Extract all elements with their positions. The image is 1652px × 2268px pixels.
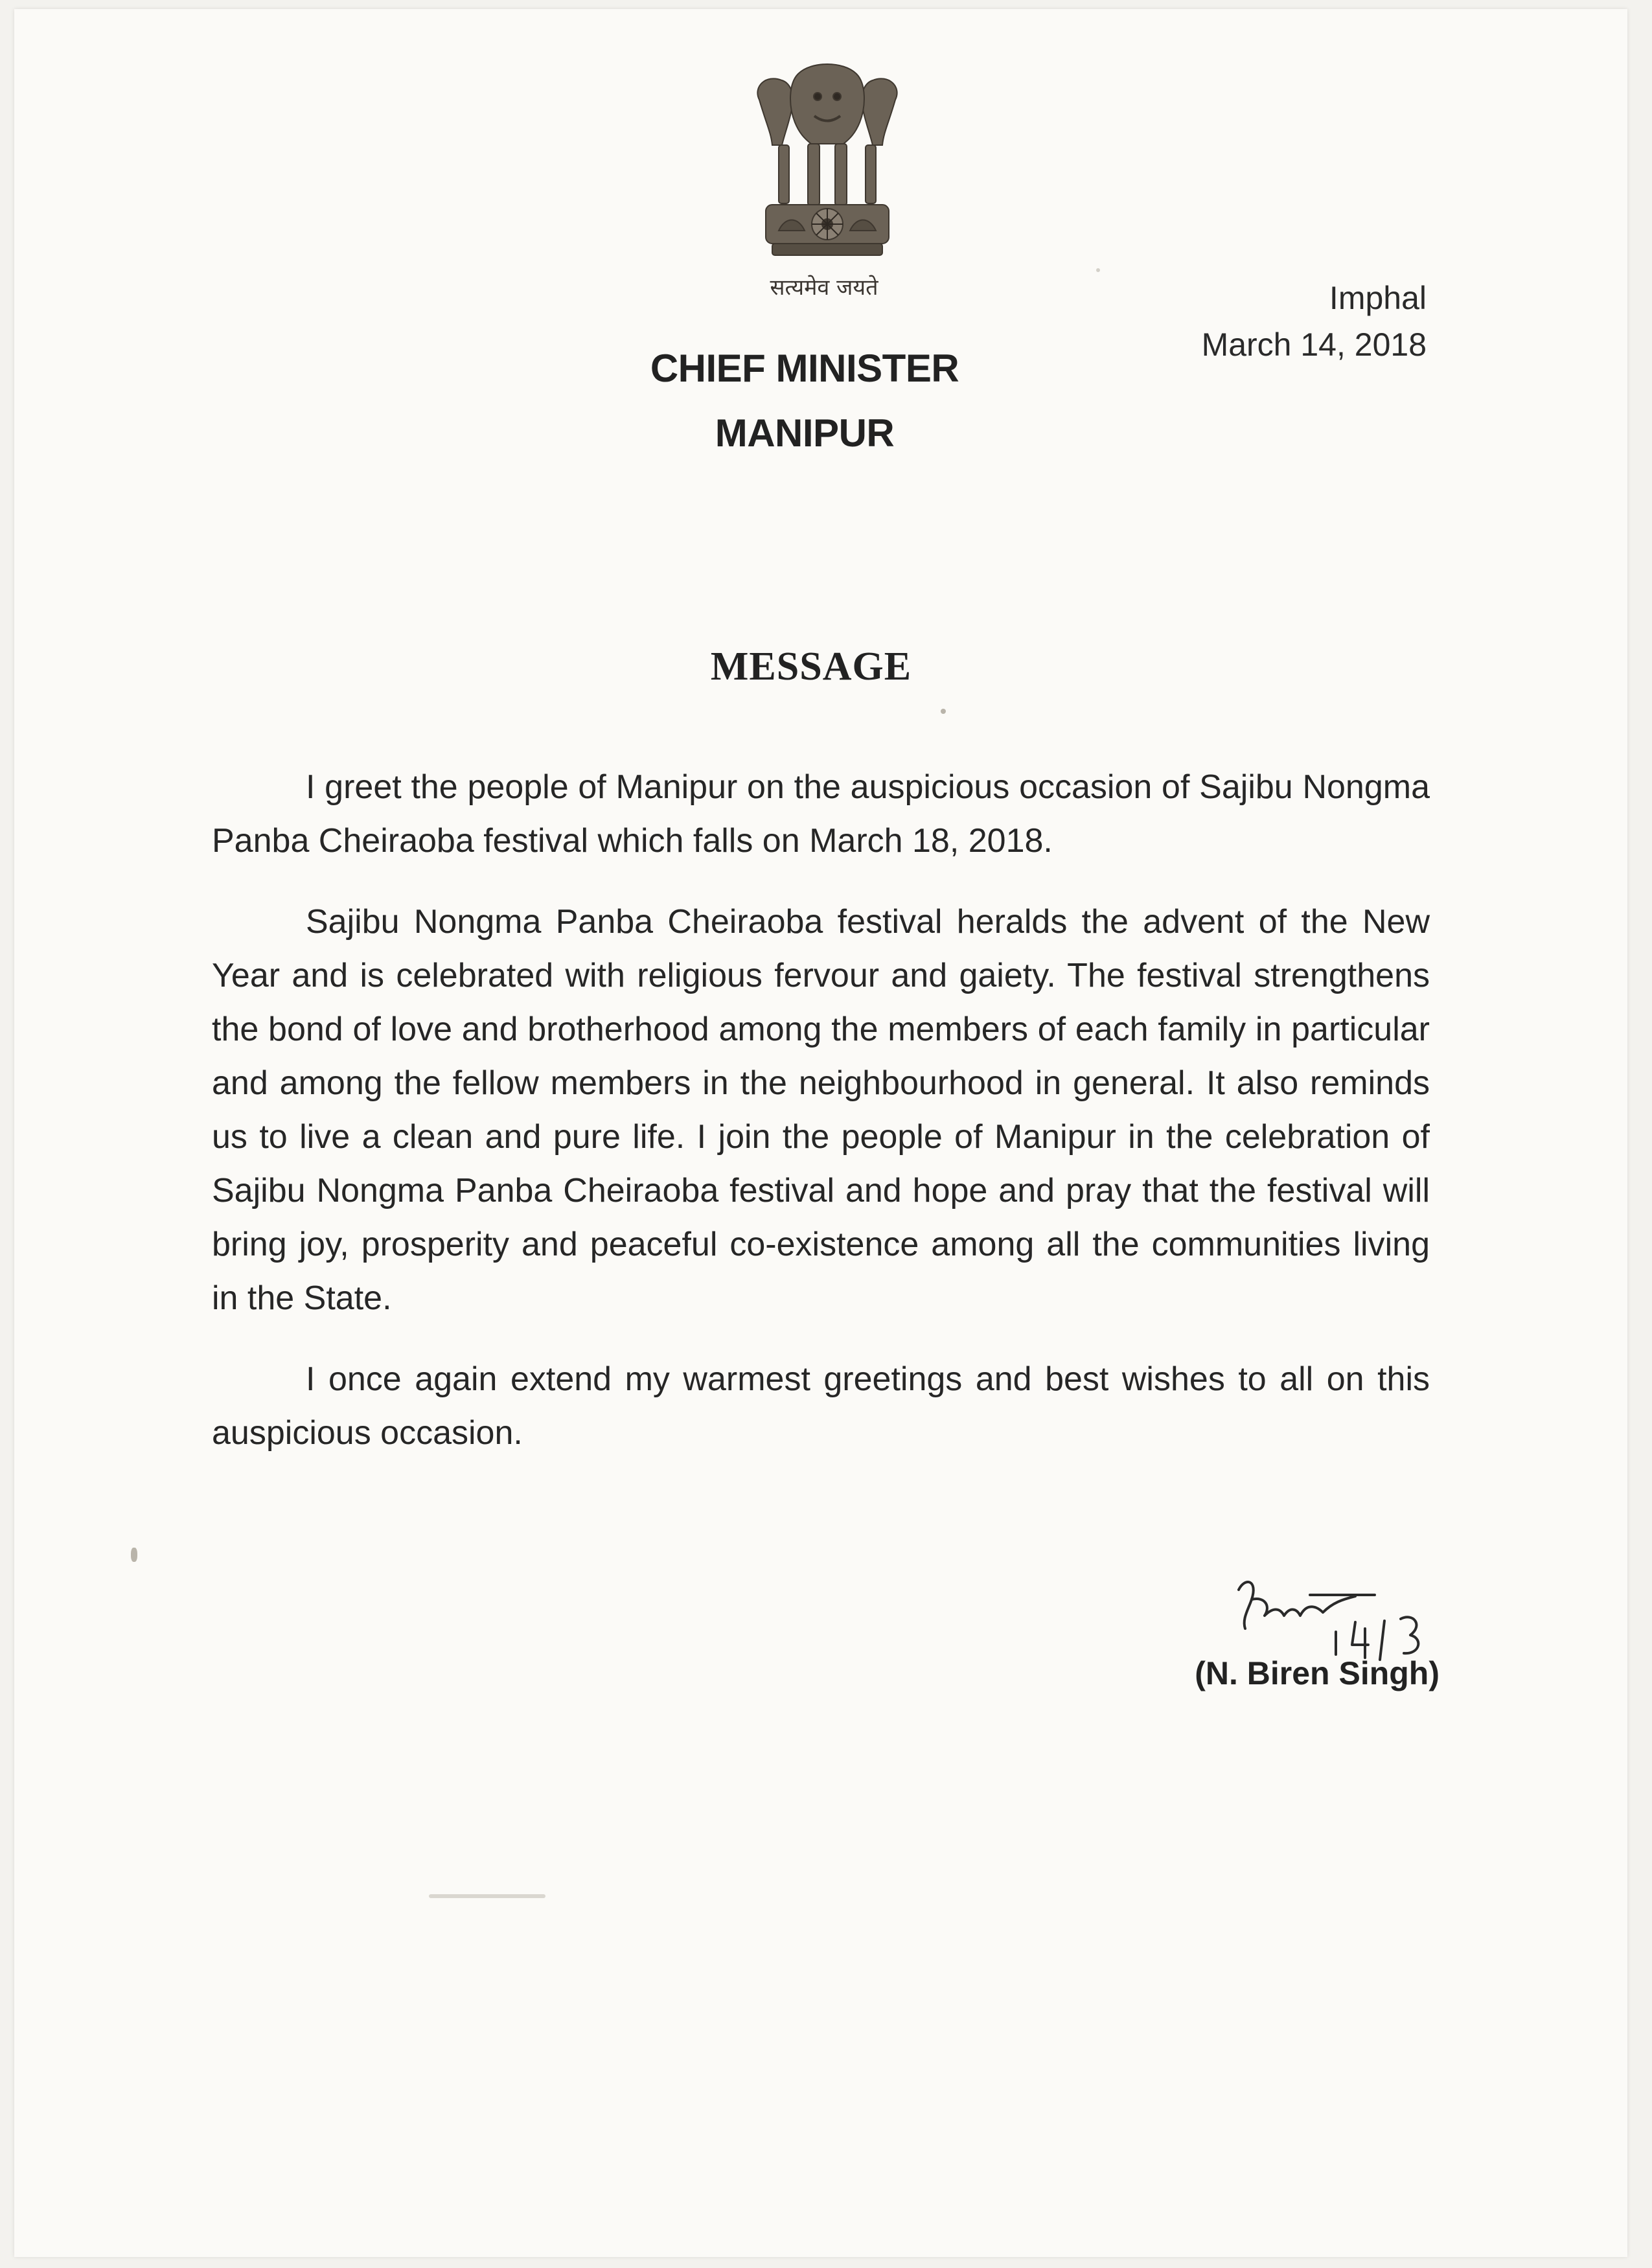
emblem-motto: सत्यमेव जयते (770, 275, 878, 301)
letter-page (14, 9, 1627, 2257)
signer-name: (N. Biren Singh) (1195, 1655, 1440, 1691)
place-and-date (1083, 275, 1427, 368)
place: Imphal (1329, 280, 1427, 316)
paragraph: I greet the people of Manipur on the auspicious occasion of Sajibu Nongma Panba Cheiraoba festival which falls on March 18, 2018. (212, 768, 1430, 860)
scan-speck (131, 1548, 137, 1562)
paragraph: Sajibu Nongma Panba Cheiraoba festival heralds the advent of the New Year and is celebrated with religious fervour and gaiety. The festival strengthens the bond of love and brotherhood among the members of each family in particular and among the fellow members in the neighbourhood in general. It also reminds us to live a clean and pure life. I join the people of Manipur in the celebration of Sajibu Nongma Panba Cheiraoba festival and hope and pray that the festival will bring joy, prosperity and peaceful co-existence among all the communities living in the State. (212, 903, 1430, 1317)
office-title-line1: CHIEF MINISTER (650, 347, 959, 390)
scan-speck (429, 1894, 545, 1898)
office-title (610, 336, 999, 466)
scan-speck (1096, 268, 1100, 272)
scan-speck (941, 709, 946, 714)
message-body (212, 761, 1430, 1487)
date: March 14, 2018 (1201, 326, 1427, 363)
paragraph: I once again extend my warmest greetings and best wishes to all on this auspicious occasion. (212, 1360, 1430, 1452)
office-title-line2: MANIPUR (715, 411, 895, 455)
state-emblem-icon (746, 61, 908, 275)
message-heading: MESSAGE (710, 645, 912, 689)
